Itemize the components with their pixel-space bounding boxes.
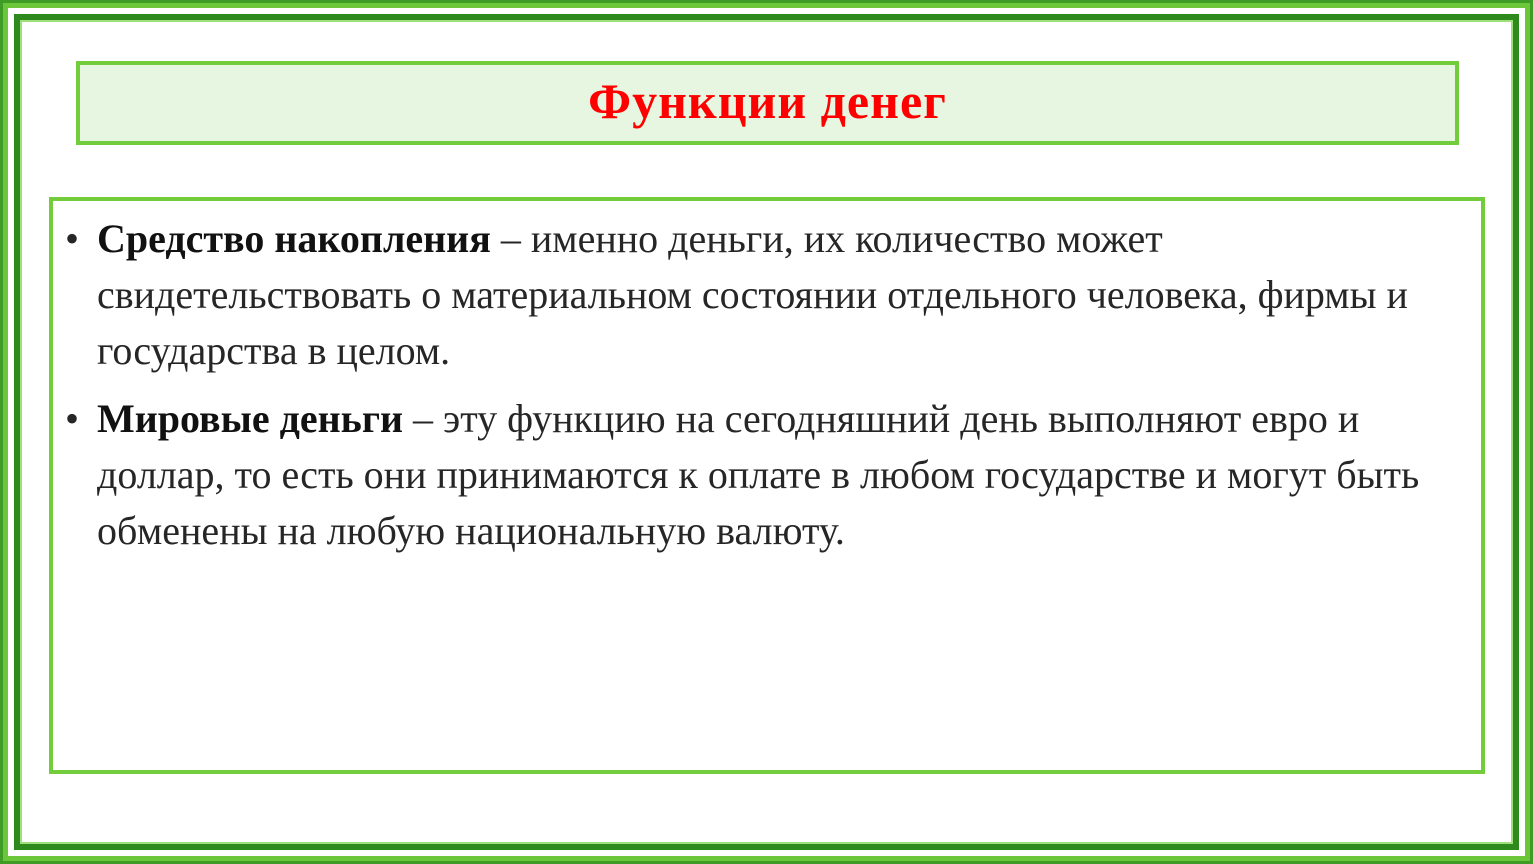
list-item: [65, 391, 1465, 559]
bullet-icon: •: [65, 396, 80, 441]
bullet-icon: •: [65, 216, 80, 261]
bullet-text: – именно деньги, их количество может свидетельствовать о материальном состоянии отдельного человека, фирмы и государства в целом.: [97, 216, 1408, 373]
title-box: [76, 61, 1459, 145]
content-box: [49, 197, 1485, 774]
slide-title: Функции денег: [588, 73, 947, 129]
bullet-term: Мировые деньги: [97, 396, 404, 441]
bullet-term: Средство накопления: [97, 216, 491, 261]
bullet-list: [65, 211, 1465, 571]
list-item: [65, 211, 1465, 379]
bullet-text: – эту функцию на сегодняшний день выполняют евро и доллар, то есть они принимаются к оплате в любом государстве и могут быть обменены на любую национальную валюту.: [97, 396, 1420, 553]
